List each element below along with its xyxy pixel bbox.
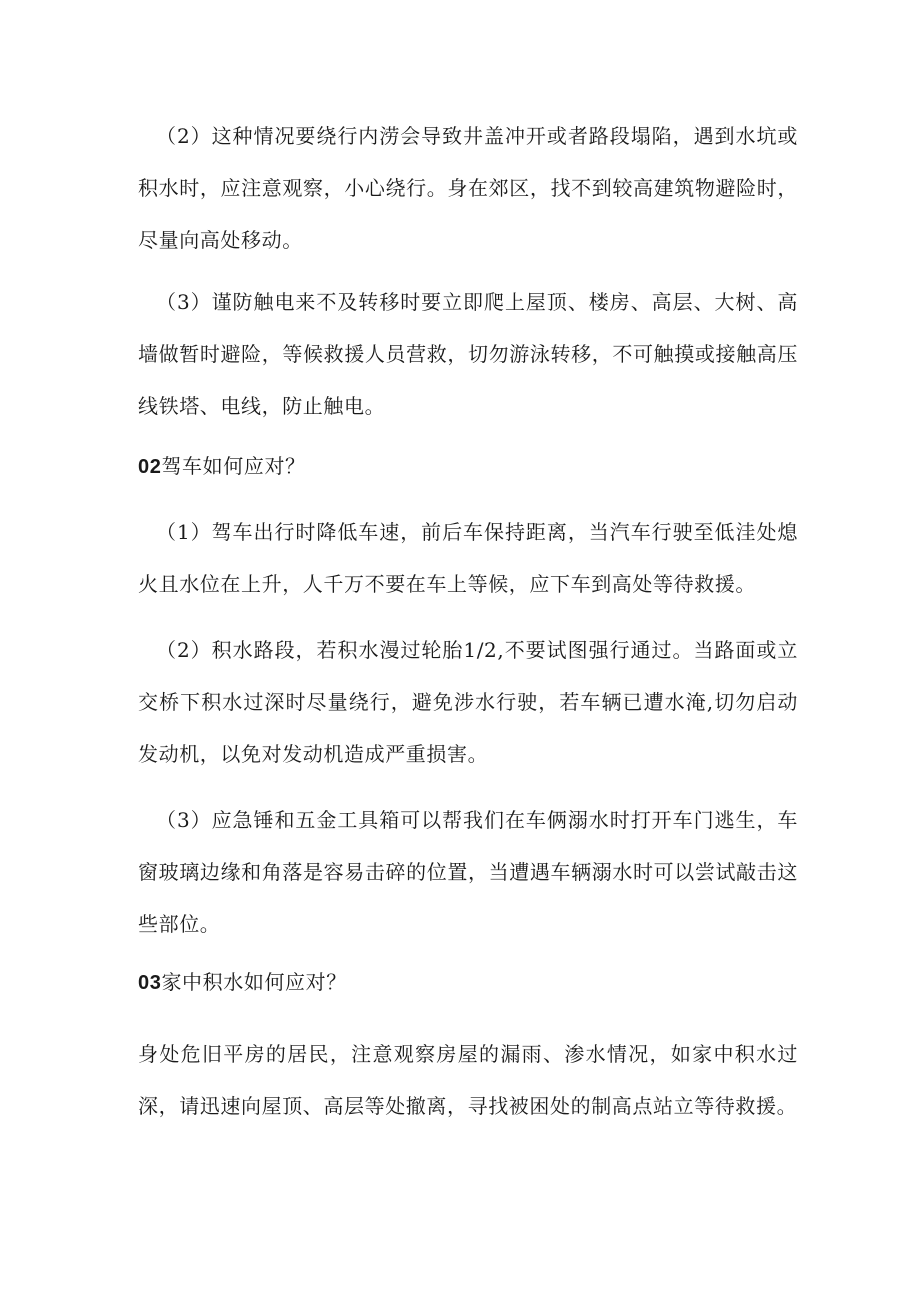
- paragraph-home-flooding: 身处危旧平房的居民，注意观察房屋的漏雨、渗水情况，如家中积水过深，请迅速向屋顶、高层等处撤离，寻找被困处的制高点站立等待救援。: [138, 1042, 798, 1118]
- section-number: 03: [138, 972, 162, 994]
- paragraph-flooded-road: （2）积水路段，若积水漫过轮胎1/2,不要试图强行通过。当路面或立交桥下积水过深时尽量绕行，避免涉水行驶，若车辆已遭水淹,切勿启动发动机，以免对发动机造成严重损害。: [138, 638, 798, 766]
- section-title: 驾车如何应对？: [161, 454, 306, 478]
- section-heading-home: [138, 956, 347, 1009]
- paragraph-electric-shock: （3）谨防触电来不及转移时要立即爬上屋顶、楼房、高层、大树、高墙做暂时避险，等候救援人员营救，切勿游泳转移，不可触摸或接触高压线铁塔、电线，防止触电。: [138, 290, 798, 418]
- paragraph-detour: （2）这种情况要绕行内涝会导致井盖冲开或者路段塌陷，遇到水坑或积水时，应注意观察，小心绕行。身在郊区，找不到较高建筑物避险时，尽量向高处移动。: [138, 124, 798, 252]
- section-title: 家中积水如何应对？: [161, 970, 347, 994]
- section-number: 02: [138, 456, 162, 478]
- section-heading-driving: [138, 440, 306, 493]
- paragraph-drive-slow: （1）驾车出行时降低车速，前后车保持距离，当汽车行驶至低洼处熄火且水位在上升，人千万不要在车上等候，应下车到高处等待救援。: [138, 520, 798, 596]
- paragraph-emergency-hammer: （3）应急锤和五金工具箱可以帮我们在车俩溺水时打开车门逃生，车窗玻璃边缘和角落是容易击碎的位置，当遭遇车辆溺水时可以尝试敲击这些部位。: [138, 808, 798, 936]
